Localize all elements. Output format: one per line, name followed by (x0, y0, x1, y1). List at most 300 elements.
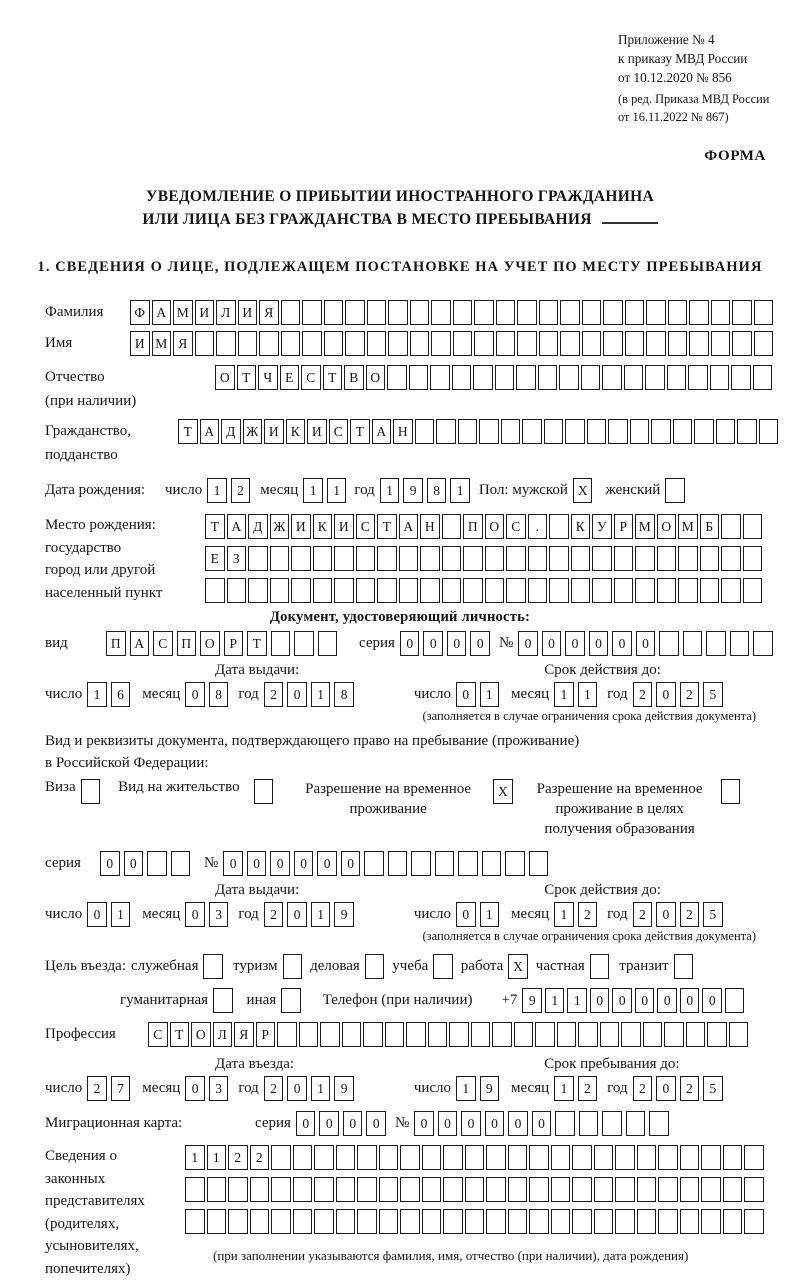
char-cell[interactable] (388, 851, 408, 876)
char-cell[interactable] (707, 1022, 727, 1047)
char-cell[interactable] (646, 300, 666, 325)
char-cell[interactable] (342, 1022, 362, 1047)
char-cell[interactable] (592, 546, 612, 571)
char-cell[interactable]: 1 (311, 902, 331, 927)
char-cell[interactable] (410, 331, 430, 356)
char-cell[interactable] (581, 365, 601, 390)
char-cell[interactable]: Е (205, 546, 225, 571)
char-cell[interactable] (463, 546, 483, 571)
char-cell[interactable]: 1 (87, 682, 107, 707)
char-cell[interactable] (506, 546, 526, 571)
char-cell[interactable] (302, 300, 322, 325)
char-cell[interactable]: А (200, 419, 220, 444)
char-cell[interactable] (686, 1022, 706, 1047)
char-cell[interactable] (270, 578, 290, 603)
char-cell[interactable] (291, 578, 311, 603)
char-cell[interactable]: 0 (185, 902, 205, 927)
firstname-cells[interactable] (130, 331, 773, 356)
char-cell[interactable]: С (329, 419, 349, 444)
char-cell[interactable] (271, 1209, 291, 1234)
char-cell[interactable]: Т (323, 365, 343, 390)
char-cell[interactable] (689, 300, 709, 325)
char-cell[interactable] (539, 300, 559, 325)
char-cell[interactable] (711, 331, 731, 356)
char-cell[interactable] (635, 578, 655, 603)
char-cell[interactable]: 1 (545, 988, 565, 1013)
char-cell[interactable] (594, 1145, 614, 1170)
char-cell[interactable] (637, 1177, 657, 1202)
char-cell[interactable]: . (528, 514, 548, 539)
char-cell[interactable] (743, 578, 763, 603)
patronymic-cells[interactable] (215, 365, 772, 390)
char-cell[interactable] (626, 1111, 646, 1136)
char-cell[interactable] (367, 331, 387, 356)
char-cell[interactable] (474, 300, 494, 325)
birth-year-cells[interactable] (380, 478, 470, 503)
char-cell[interactable] (379, 1209, 399, 1234)
purpose-official-checkbox[interactable] (203, 954, 223, 979)
char-cell[interactable]: 2 (680, 902, 700, 927)
id-series-cells[interactable] (400, 631, 490, 656)
char-cell[interactable]: 0 (565, 631, 585, 656)
char-cell[interactable]: 0 (612, 988, 632, 1013)
char-cell[interactable]: 6 (111, 682, 131, 707)
char-cell[interactable]: 0 (296, 1111, 316, 1136)
migration-series-cells[interactable] (296, 1111, 386, 1136)
birthplace-cells-3[interactable] (205, 578, 762, 603)
char-cell[interactable] (377, 546, 397, 571)
char-cell[interactable] (452, 365, 472, 390)
char-cell[interactable]: 2 (633, 902, 653, 927)
char-cell[interactable] (551, 1209, 571, 1234)
char-cell[interactable] (560, 331, 580, 356)
char-cell[interactable] (431, 331, 451, 356)
char-cell[interactable] (529, 851, 549, 876)
char-cell[interactable]: 0 (317, 851, 337, 876)
char-cell[interactable] (486, 1145, 506, 1170)
char-cell[interactable] (363, 1022, 383, 1047)
char-cell[interactable] (409, 365, 429, 390)
char-cell[interactable] (592, 578, 612, 603)
char-cell[interactable] (345, 300, 365, 325)
char-cell[interactable] (538, 365, 558, 390)
resid-valid-day[interactable] (456, 902, 499, 927)
char-cell[interactable] (195, 331, 215, 356)
char-cell[interactable] (665, 478, 685, 503)
char-cell[interactable] (557, 1022, 577, 1047)
char-cell[interactable]: О (215, 365, 235, 390)
char-cell[interactable] (744, 1177, 764, 1202)
resid-valid-year[interactable] (633, 902, 723, 927)
residence-permit-checkbox[interactable] (254, 779, 274, 804)
char-cell[interactable]: Т (178, 419, 198, 444)
char-cell[interactable] (318, 631, 338, 656)
char-cell[interactable]: 1 (311, 682, 331, 707)
char-cell[interactable]: Н (420, 514, 440, 539)
char-cell[interactable]: 0 (366, 1111, 386, 1136)
char-cell[interactable]: И (195, 300, 215, 325)
profession-cells[interactable] (148, 1022, 748, 1047)
char-cell[interactable] (415, 419, 435, 444)
char-cell[interactable]: 1 (311, 1076, 331, 1101)
char-cell[interactable] (228, 1177, 248, 1202)
phone-cells[interactable] (522, 988, 744, 1013)
char-cell[interactable]: 1 (554, 1076, 574, 1101)
char-cell[interactable]: 3 (209, 902, 229, 927)
char-cell[interactable]: 8 (334, 682, 354, 707)
char-cell[interactable] (602, 1111, 622, 1136)
char-cell[interactable] (324, 331, 344, 356)
char-cell[interactable] (706, 631, 726, 656)
char-cell[interactable] (506, 578, 526, 603)
char-cell[interactable]: Р (224, 631, 244, 656)
char-cell[interactable] (356, 578, 376, 603)
purpose-humanitarian-checkbox[interactable] (213, 988, 233, 1013)
char-cell[interactable]: 0 (542, 631, 562, 656)
resid-issue-year[interactable] (264, 902, 354, 927)
char-cell[interactable]: Д (248, 514, 268, 539)
char-cell[interactable] (473, 365, 493, 390)
char-cell[interactable] (302, 331, 322, 356)
char-cell[interactable] (688, 365, 708, 390)
char-cell[interactable]: М (173, 300, 193, 325)
char-cell[interactable]: 0 (287, 1076, 307, 1101)
char-cell[interactable]: 0 (343, 1111, 363, 1136)
char-cell[interactable] (185, 1177, 205, 1202)
char-cell[interactable] (399, 578, 419, 603)
char-cell[interactable] (602, 365, 622, 390)
char-cell[interactable] (572, 1177, 592, 1202)
char-cell[interactable] (185, 1209, 205, 1234)
char-cell[interactable]: 0 (185, 1076, 205, 1101)
char-cell[interactable] (508, 1145, 528, 1170)
char-cell[interactable] (667, 365, 687, 390)
char-cell[interactable] (357, 1177, 377, 1202)
char-cell[interactable]: 0 (470, 631, 490, 656)
sex-male-checkbox[interactable] (573, 478, 593, 503)
char-cell[interactable]: Я (234, 1022, 254, 1047)
char-cell[interactable] (365, 954, 385, 979)
char-cell[interactable] (482, 851, 502, 876)
char-cell[interactable]: Ж (243, 419, 263, 444)
until-day[interactable] (456, 1076, 499, 1101)
char-cell[interactable] (420, 578, 440, 603)
char-cell[interactable] (528, 546, 548, 571)
char-cell[interactable] (443, 1145, 463, 1170)
char-cell[interactable]: О (200, 631, 220, 656)
char-cell[interactable] (471, 1022, 491, 1047)
char-cell[interactable] (458, 419, 478, 444)
char-cell[interactable]: 1 (111, 902, 131, 927)
char-cell[interactable] (277, 1022, 297, 1047)
char-cell[interactable]: 0 (124, 851, 144, 876)
id-issue-day[interactable] (87, 682, 130, 707)
char-cell[interactable]: 9 (522, 988, 542, 1013)
char-cell[interactable] (658, 1145, 678, 1170)
char-cell[interactable]: 0 (447, 631, 467, 656)
char-cell[interactable] (516, 365, 536, 390)
char-cell[interactable] (385, 1022, 405, 1047)
char-cell[interactable]: К (286, 419, 306, 444)
char-cell[interactable] (645, 365, 665, 390)
char-cell[interactable]: Т (170, 1022, 190, 1047)
char-cell[interactable]: 0 (508, 1111, 528, 1136)
purpose-other-checkbox[interactable] (281, 988, 301, 1013)
char-cell[interactable] (700, 578, 720, 603)
char-cell[interactable]: X (508, 954, 528, 979)
char-cell[interactable] (737, 419, 757, 444)
id-valid-year[interactable] (633, 682, 723, 707)
char-cell[interactable] (508, 1177, 528, 1202)
char-cell[interactable]: Ч (258, 365, 278, 390)
surname-cells[interactable] (130, 300, 773, 325)
char-cell[interactable]: 1 (450, 478, 470, 503)
char-cell[interactable] (479, 419, 499, 444)
char-cell[interactable] (701, 1177, 721, 1202)
char-cell[interactable] (587, 419, 607, 444)
birth-month-cells[interactable] (303, 478, 346, 503)
char-cell[interactable] (367, 300, 387, 325)
char-cell[interactable] (442, 514, 462, 539)
char-cell[interactable] (549, 546, 569, 571)
char-cell[interactable] (673, 419, 693, 444)
char-cell[interactable] (422, 1145, 442, 1170)
char-cell[interactable] (281, 300, 301, 325)
char-cell[interactable]: О (366, 365, 386, 390)
char-cell[interactable]: 0 (461, 1111, 481, 1136)
char-cell[interactable] (608, 419, 628, 444)
char-cell[interactable]: Б (700, 514, 720, 539)
char-cell[interactable]: П (106, 631, 126, 656)
char-cell[interactable] (680, 1209, 700, 1234)
char-cell[interactable] (729, 1022, 749, 1047)
temp-residence-checkbox[interactable] (493, 779, 513, 804)
char-cell[interactable] (615, 1177, 635, 1202)
char-cell[interactable] (700, 546, 720, 571)
char-cell[interactable]: Д (221, 419, 241, 444)
char-cell[interactable] (400, 1177, 420, 1202)
char-cell[interactable]: 2 (264, 902, 284, 927)
char-cell[interactable] (248, 578, 268, 603)
char-cell[interactable]: А (130, 631, 150, 656)
char-cell[interactable] (283, 954, 303, 979)
char-cell[interactable] (600, 1022, 620, 1047)
char-cell[interactable] (571, 578, 591, 603)
char-cell[interactable] (535, 1022, 555, 1047)
char-cell[interactable] (694, 419, 714, 444)
birth-day-cells[interactable] (207, 478, 250, 503)
id-kind-cells[interactable] (106, 631, 337, 656)
entry-month[interactable] (185, 1076, 228, 1101)
char-cell[interactable]: У (592, 514, 612, 539)
char-cell[interactable]: 2 (578, 1076, 598, 1101)
char-cell[interactable]: И (264, 419, 284, 444)
char-cell[interactable]: 1 (185, 1145, 205, 1170)
char-cell[interactable]: 1 (456, 1076, 476, 1101)
char-cell[interactable] (314, 1177, 334, 1202)
char-cell[interactable] (250, 1177, 270, 1202)
char-cell[interactable] (400, 1145, 420, 1170)
char-cell[interactable] (651, 419, 671, 444)
char-cell[interactable] (379, 1145, 399, 1170)
char-cell[interactable] (501, 419, 521, 444)
char-cell[interactable] (544, 419, 564, 444)
char-cell[interactable]: 0 (456, 682, 476, 707)
birthplace-cells-1[interactable] (205, 514, 762, 539)
char-cell[interactable]: О (657, 514, 677, 539)
char-cell[interactable]: 0 (294, 851, 314, 876)
char-cell[interactable] (582, 300, 602, 325)
char-cell[interactable] (443, 1209, 463, 1234)
char-cell[interactable] (579, 1111, 599, 1136)
char-cell[interactable] (615, 1209, 635, 1234)
char-cell[interactable] (406, 1022, 426, 1047)
id-issue-month[interactable] (185, 682, 228, 707)
char-cell[interactable] (281, 331, 301, 356)
char-cell[interactable] (508, 1209, 528, 1234)
char-cell[interactable] (668, 331, 688, 356)
purpose-work-checkbox[interactable] (508, 954, 528, 979)
char-cell[interactable] (436, 419, 456, 444)
char-cell[interactable] (205, 578, 225, 603)
char-cell[interactable] (680, 1145, 700, 1170)
char-cell[interactable] (529, 1209, 549, 1234)
purpose-private-checkbox[interactable] (590, 954, 610, 979)
char-cell[interactable] (637, 1145, 657, 1170)
char-cell[interactable]: О (191, 1022, 211, 1047)
char-cell[interactable] (721, 779, 741, 804)
char-cell[interactable] (549, 578, 569, 603)
char-cell[interactable]: Я (173, 331, 193, 356)
char-cell[interactable] (314, 1209, 334, 1234)
resid-series-cells[interactable] (100, 851, 190, 876)
char-cell[interactable]: 1 (567, 988, 587, 1013)
char-cell[interactable] (431, 300, 451, 325)
char-cell[interactable]: 1 (480, 682, 500, 707)
char-cell[interactable]: 9 (334, 902, 354, 927)
char-cell[interactable] (453, 331, 473, 356)
char-cell[interactable] (496, 300, 516, 325)
char-cell[interactable] (388, 331, 408, 356)
char-cell[interactable]: И (291, 514, 311, 539)
char-cell[interactable]: 3 (209, 1076, 229, 1101)
char-cell[interactable]: 0 (636, 631, 656, 656)
char-cell[interactable] (496, 331, 516, 356)
char-cell[interactable] (453, 300, 473, 325)
char-cell[interactable] (578, 1022, 598, 1047)
char-cell[interactable] (463, 578, 483, 603)
char-cell[interactable] (465, 1209, 485, 1234)
char-cell[interactable] (754, 331, 774, 356)
char-cell[interactable]: 1 (480, 902, 500, 927)
char-cell[interactable] (81, 779, 101, 804)
char-cell[interactable]: 5 (703, 902, 723, 927)
char-cell[interactable] (345, 331, 365, 356)
char-cell[interactable]: 0 (400, 631, 420, 656)
citizenship-cells[interactable] (178, 419, 778, 444)
char-cell[interactable] (377, 578, 397, 603)
resid-number-cells[interactable] (223, 851, 548, 876)
char-cell[interactable] (422, 1209, 442, 1234)
char-cell[interactable] (659, 631, 679, 656)
char-cell[interactable] (458, 851, 478, 876)
char-cell[interactable] (207, 1209, 227, 1234)
char-cell[interactable]: 1 (554, 682, 574, 707)
char-cell[interactable] (721, 546, 741, 571)
char-cell[interactable] (228, 1209, 248, 1234)
char-cell[interactable]: 5 (703, 1076, 723, 1101)
char-cell[interactable] (657, 578, 677, 603)
char-cell[interactable]: Я (259, 300, 279, 325)
char-cell[interactable]: А (227, 514, 247, 539)
char-cell[interactable] (646, 331, 666, 356)
char-cell[interactable] (514, 1022, 534, 1047)
char-cell[interactable]: О (485, 514, 505, 539)
char-cell[interactable]: И (238, 300, 258, 325)
char-cell[interactable] (571, 546, 591, 571)
char-cell[interactable] (270, 546, 290, 571)
char-cell[interactable] (238, 331, 258, 356)
char-cell[interactable] (356, 546, 376, 571)
char-cell[interactable] (753, 365, 773, 390)
char-cell[interactable]: 0 (485, 1111, 505, 1136)
char-cell[interactable] (551, 1177, 571, 1202)
char-cell[interactable]: Л (216, 300, 236, 325)
id-issue-year[interactable] (264, 682, 354, 707)
char-cell[interactable] (336, 1145, 356, 1170)
char-cell[interactable]: 0 (185, 682, 205, 707)
char-cell[interactable] (399, 546, 419, 571)
char-cell[interactable]: 0 (456, 902, 476, 927)
char-cell[interactable] (754, 300, 774, 325)
char-cell[interactable]: З (227, 546, 247, 571)
char-cell[interactable] (248, 546, 268, 571)
char-cell[interactable] (313, 546, 333, 571)
char-cell[interactable]: 9 (403, 478, 423, 503)
char-cell[interactable] (387, 365, 407, 390)
char-cell[interactable] (649, 1111, 669, 1136)
char-cell[interactable]: Р (256, 1022, 276, 1047)
char-cell[interactable] (171, 851, 191, 876)
char-cell[interactable] (271, 1177, 291, 1202)
char-cell[interactable]: Р (614, 514, 634, 539)
char-cell[interactable]: 1 (207, 478, 227, 503)
char-cell[interactable]: 0 (656, 1076, 676, 1101)
char-cell[interactable] (630, 419, 650, 444)
char-cell[interactable] (529, 1145, 549, 1170)
char-cell[interactable]: С (301, 365, 321, 390)
char-cell[interactable] (528, 578, 548, 603)
char-cell[interactable]: Ж (270, 514, 290, 539)
char-cell[interactable]: В (344, 365, 364, 390)
char-cell[interactable]: 0 (341, 851, 361, 876)
char-cell[interactable] (711, 300, 731, 325)
char-cell[interactable] (625, 300, 645, 325)
char-cell[interactable]: X (493, 779, 513, 804)
char-cell[interactable] (324, 300, 344, 325)
char-cell[interactable]: К (313, 514, 333, 539)
char-cell[interactable] (725, 988, 745, 1013)
char-cell[interactable] (603, 300, 623, 325)
sex-female-checkbox[interactable] (665, 478, 685, 503)
char-cell[interactable] (614, 546, 634, 571)
char-cell[interactable] (410, 300, 430, 325)
char-cell[interactable]: 0 (414, 1111, 434, 1136)
char-cell[interactable]: Н (393, 419, 413, 444)
char-cell[interactable]: 0 (423, 631, 443, 656)
char-cell[interactable] (625, 331, 645, 356)
char-cell[interactable]: А (399, 514, 419, 539)
